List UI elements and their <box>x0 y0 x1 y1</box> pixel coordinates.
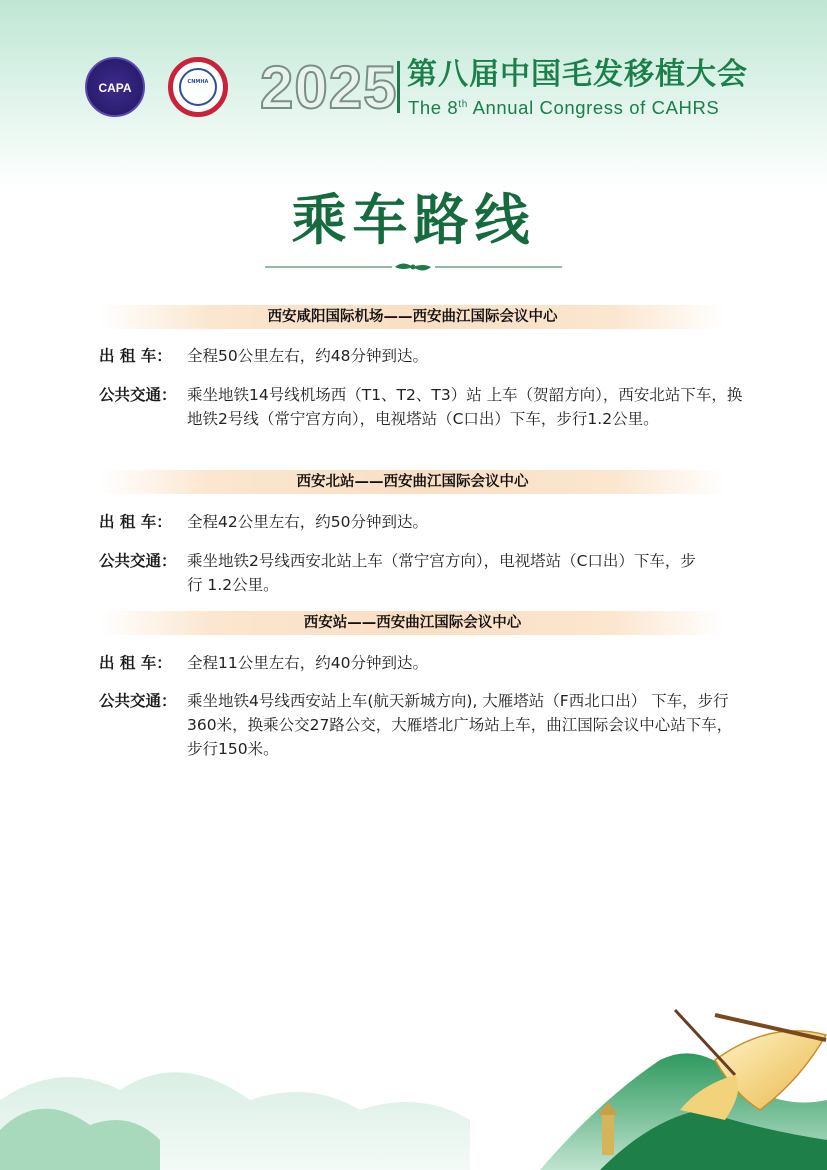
transit-label: 公共交通： <box>99 386 177 404</box>
title-divider-bar <box>397 61 400 113</box>
capa-logo <box>85 57 145 117</box>
landscape-illustration <box>0 990 827 1170</box>
taxi-label: 出 租 车： <box>99 654 172 672</box>
taxi-info: 全程50公里左右，约48分钟到达。 <box>187 347 428 365</box>
header <box>85 55 765 125</box>
taxi-label: 出 租 车： <box>99 513 172 531</box>
cmha-logo-text: CNMHA <box>187 79 209 85</box>
taxi-info: 全程42公里左右，约50分钟到达。 <box>187 513 428 531</box>
route-heading-airport: 西安咸阳国际机场——西安曲江国际会议中心 <box>100 305 725 329</box>
transit-info: 乘坐地铁4号线西安站上车(航天新城方向), 大雁塔站（F西北口出） 下车，步行360米，换乘公交27路公交，大雁塔北广场站上车，曲江国际会议中心站下车，步行150米。 <box>187 692 733 758</box>
congress-title-en: The 8th Annual Congress of CAHRS <box>408 97 720 119</box>
transit-info: 乘坐地铁14号线机场西（T1、T2、T3）站 上车（贺韶方向），西安北站下车，换地铁2号线（常宁宫方向），电视塔站（C口出）下车，步行1.2公里。 <box>187 386 743 428</box>
transit-label: 公共交通： <box>99 552 177 570</box>
taxi-info: 全程11公里左右，约40分钟到达。 <box>187 654 428 672</box>
page-title: 乘车路线 <box>291 188 536 252</box>
route-heading-xian-station: 西安站——西安曲江国际会议中心 <box>100 611 725 635</box>
cmha-logo <box>168 57 228 117</box>
congress-year: 2025 <box>260 54 398 121</box>
transit-info: 乘坐地铁2号线西安北站上车（常宁宫方向），电视塔站（C口出）下车，步行 1.2公里。 <box>187 552 696 594</box>
capa-logo-text: CAPA <box>98 81 132 95</box>
taxi-label: 出 租 车： <box>99 347 172 365</box>
transit-label: 公共交通： <box>99 692 177 710</box>
route-heading-north-station: 西安北站——西安曲江国际会议中心 <box>100 470 725 494</box>
congress-title-cn: 第八届中国毛发移植大会 <box>407 57 748 92</box>
ornament-divider <box>265 260 562 274</box>
